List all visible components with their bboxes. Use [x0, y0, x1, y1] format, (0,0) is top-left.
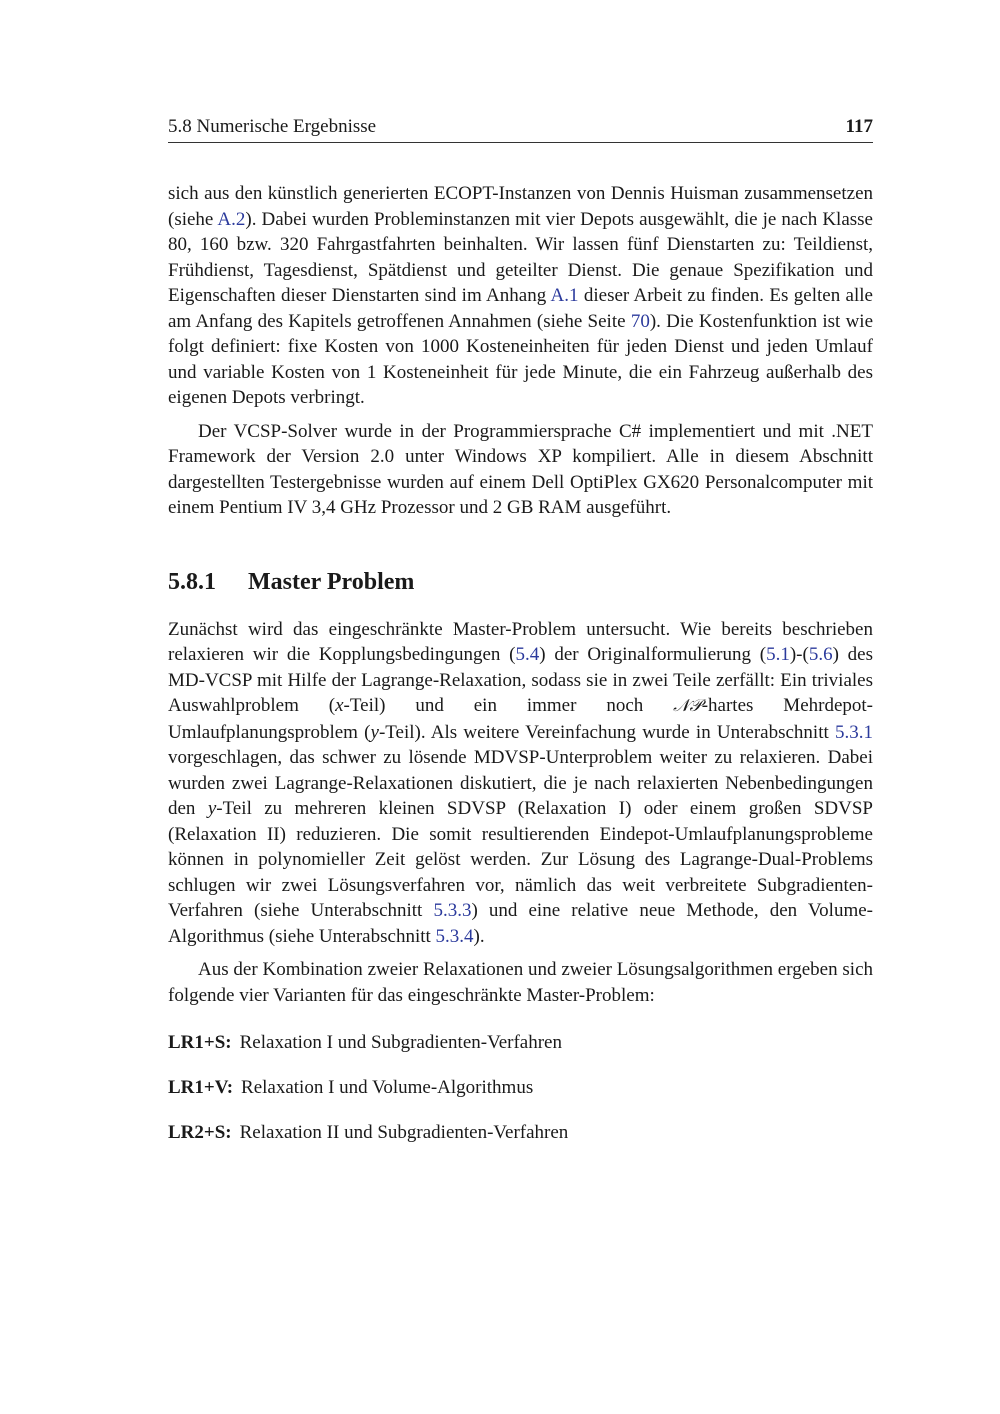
paragraph-variants-intro: Aus der Kombination zweier Relaxationen und zweier Lösungsalgorithmen ergeben sich folgende vier Varianten für das eingeschränkte Master-Problem: — [168, 959, 873, 1006]
math-np: 𝒩𝒫 — [673, 696, 702, 716]
text: ) und eine relative neue Methode, den Volume-Algorithmus (siehe Unterabschnitt — [168, 900, 873, 947]
page-number: 117 — [845, 116, 873, 137]
paragraph-solver: Der VCSP-Solver wurde in der Programmiersprache C# implementiert und mit .NET Framework der Version 2.0 unter Windows XP kompiliert. Alle in diesem Abschnitt dargestellten Testergebnisse wurden auf einem Dell OptiPlex GX620 Personalcomputer mit einem Pentium IV 3,4 GHz Prozessor und 2 GB RAM ausgeführt. — [168, 420, 873, 518]
ref-subsection-5-3-3[interactable]: 5.3.3 — [433, 900, 472, 921]
variant-item — [168, 1120, 873, 1146]
variant-item — [168, 1075, 873, 1101]
paragraph-master-problem — [168, 617, 873, 950]
text: vorgeschlagen, das schwer zu lösende MDVSP-Unterproblem weiter zu relaxieren. Dabei wurden zwei Lagrange-Relaxationen diskutiert, die je nach relaxierten Nebenbedingungen den — [168, 747, 873, 819]
text: )-( — [789, 644, 809, 665]
text: sich aus den künstlich generierten ECOPT-Instanzen von Dennis Huisman zusammensetzen (siehe — [168, 183, 873, 230]
ref-appendix-a1[interactable]: A.1 — [550, 285, 579, 306]
text: ). Dabei wurden Probleminstanzen mit vier Depots ausgewählt, die je nach Klasse 80, 160 bzw. 320 Fahrgastfahrten beinhalten. Wir lassen fünf Dienstarten zu: Teildienst, Frühdienst, Tagesdienst, Spätdienst und geteilter Dienst. Die genaue Spezifikation und Eigenschaften dieser Dienstarten sind im Anhang — [168, 208, 873, 306]
ref-subsection-5-3-4[interactable]: 5.3.4 — [435, 925, 474, 947]
text: ) der Originalformulierung ( — [539, 644, 767, 665]
variant-text: Relaxation I und Volume-Algorithmus — [241, 1077, 534, 1098]
variant-label: LR1+S: — [168, 1032, 232, 1053]
running-header — [168, 116, 873, 143]
variant-list — [168, 1030, 873, 1146]
ref-eq-5-1[interactable]: 5.1 — [766, 644, 790, 665]
header-section-title: 5.8 Numerische Ergebnisse — [168, 116, 377, 137]
text: -Teil). Als weitere Vereinfachung wurde in Unterabschnitt — [378, 721, 835, 743]
text: -Teil) und ein immer noch — [343, 695, 674, 716]
variant-label: LR2+S: — [168, 1122, 232, 1143]
math-y: y — [370, 721, 379, 743]
section-heading — [168, 567, 873, 597]
math-y: y — [207, 798, 217, 819]
text: -hartes Mehrdepot-Umlaufplanungsproblem ( — [168, 695, 873, 743]
ref-eq-5-4[interactable]: 5.4 — [515, 644, 540, 665]
ref-appendix-a2[interactable]: A.2 — [217, 208, 246, 230]
section-title: Master Problem — [248, 568, 415, 595]
variant-item — [168, 1030, 873, 1056]
ref-page-70[interactable]: 70 — [630, 310, 650, 332]
variant-text: Relaxation I und Subgradienten-Verfahren — [239, 1032, 562, 1053]
ref-subsection-5-3-1[interactable]: 5.3.1 — [835, 721, 873, 743]
text: -Teil zu mehreren kleinen SDVSP (Relaxation I) oder einem großen SDVSP (Relaxation II) reduzieren. Die somit resultierenden Eindepot-Umlaufplanungsprobleme können in polynomieller Zeit gelöst werden. Zur Lösung des Lagrange-Dual-Problems schlugen wir zwei Lösungsverfahren vor, nämlich das weit verbreitete Subgradienten-Verfahren (siehe Unterabschnitt — [168, 798, 873, 921]
ref-eq-5-6[interactable]: 5.6 — [808, 644, 833, 665]
text: Zunächst wird das eingeschränkte Master-Problem untersucht. Wie bereits beschrieben relaxieren wir die Kopplungsbedingungen ( — [168, 618, 873, 665]
variant-label: LR1+V: — [168, 1077, 234, 1098]
section-number: 5.8.1 — [168, 568, 216, 595]
text: ) des MD-VCSP mit Hilfe der Lagrange-Relaxation, sodass sie in zwei Teile zerfällt: Ein triviales Auswahlproblem ( — [168, 644, 873, 716]
page-content — [168, 116, 873, 1165]
variant-text: Relaxation II und Subgradienten-Verfahren — [239, 1122, 569, 1143]
text: dieser Arbeit zu finden. Es gelten alle am Anfang des Kapitels getroffenen Annahmen (siehe Seite — [168, 285, 873, 332]
text: ). — [473, 925, 485, 947]
text: ). Die Kostenfunktion ist wie folgt definiert: fixe Kosten von 1000 Kosteneinheiten für jeden Dienst und jeden Umlauf und variable Kosten von 1 Kosteneinheit für jede Minute, die ein Fahrzeug außerhalb des eigenen Depots verbringt. — [168, 310, 874, 408]
paragraph-instances — [168, 181, 873, 411]
math-x: x — [335, 695, 344, 716]
